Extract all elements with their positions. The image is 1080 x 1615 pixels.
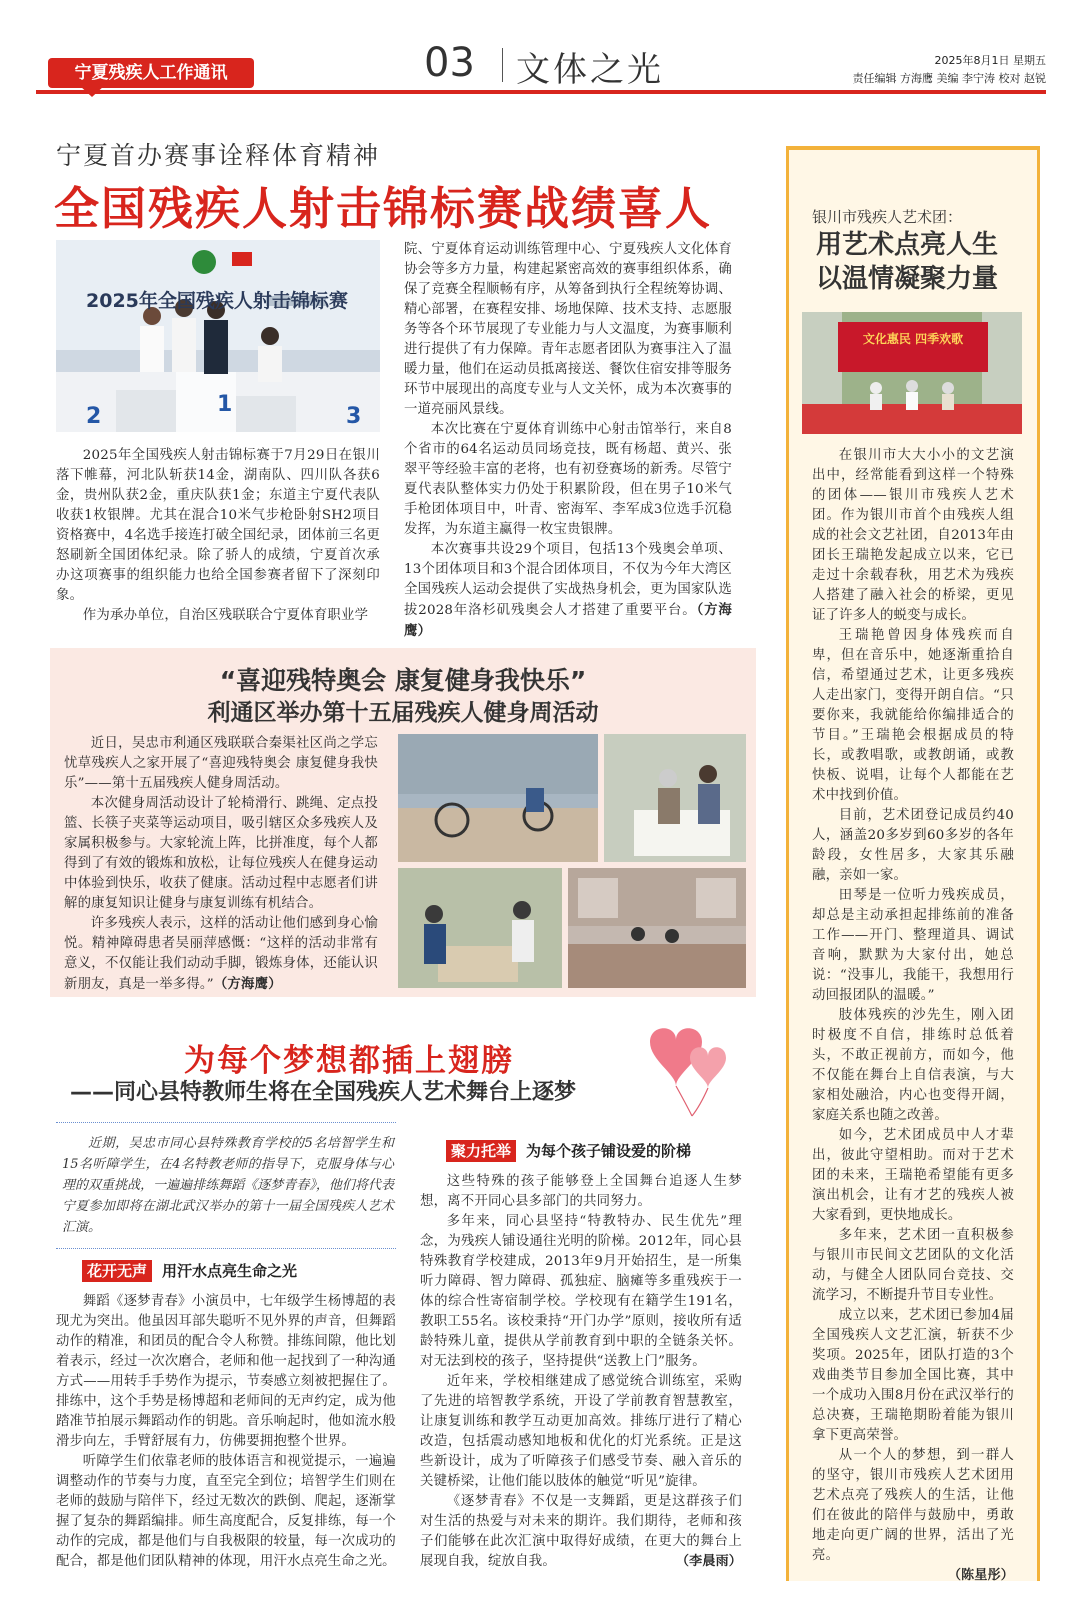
sidebar-paragraph: 从一个人的梦想，到一群人的坚守，银川市残疾人艺术团用艺术点亮了残疾人的生活，让他们在彼此的陪伴与鼓励中，勇敢地走向更广阔的世界，活出了光亮。 — [812, 1448, 1014, 1563]
podium-photo — [56, 240, 380, 432]
article2-author: （方海鹰） — [213, 976, 282, 992]
article3-headline: 为每个梦想都插上翅膀 — [184, 1043, 514, 1079]
podium-label-3: 3 — [346, 404, 362, 429]
section1-column — [56, 1292, 396, 1572]
section2-paragraph-text: 《逐梦青春》不仅是一支舞蹈，更是这群孩子们对生活的热爱与对未来的期许。我们期待，老师和孩子们能够在此次汇演中取得好成绩，在更大的舞台上展现自我，绽放自我。 — [420, 1494, 742, 1569]
section2-title: 为每个孩子铺设爱的阶梯 — [526, 1142, 692, 1160]
section1-paragraph: 舞蹈《逐梦青春》小演员中，七年级学生杨博超的表现尤为突出。他虽因耳部失聪听不见外界的声音，但舞蹈动作的精准，和团员的配合令人称赞。排练间隙，他比划着表示，经过一次次磨合，老师和他一起找到了一种沟通方式——用转手手势作为提示，节奏感立刻被把握住了。排练中，这个手势是杨博超和老师间的无声约定，成为他踏准节拍展示舞蹈动作的钥匙。音乐响起时，他如流水般滑步向左，手臂舒展有力，仿佛要拥抱整个世界。 — [56, 1294, 396, 1449]
sidebar-paragraph: 目前，艺术团登记成员约40人，涵盖20多岁到60多岁的各年龄段，女性居多，大家其乐融融，亲如一家。 — [812, 808, 1014, 883]
article2-text-column — [64, 734, 378, 995]
section2-heading — [446, 1140, 691, 1162]
intro-bottom-rule — [56, 1248, 396, 1249]
calligraphy-activity-photo — [604, 734, 746, 862]
section1-tag: 花开无声 — [82, 1260, 152, 1282]
article1-right-column — [404, 240, 732, 642]
photo-banner-text: 2025年全国残疾人射击锦标赛 — [86, 290, 348, 312]
section-title: 文体之光 — [516, 50, 664, 90]
article2-paragraph-text: 许多残疾人表示，这样的活动让他们感到身心愉悦。精神障碍患者吴丽萍感慨：“这样的活动非常有意义，不仅能让我们动动手脚，锻炼身体，还能认识新朋友，真是一举多得。” — [64, 916, 378, 992]
section2-tag: 聚力托举 — [446, 1140, 516, 1162]
sidebar-paragraph: 肢体残疾的沙先生，刚入团时极度不自信，排练时总低着头，不敢正视前方，而如今，他不仅能在舞台上自信表演，与大家相处融洽，内心也变得开阔，家庭关系也随之改善。 — [812, 1008, 1014, 1123]
editor-credits: 责任编辑 方海鹰 美编 李宁涛 校对 赵锐 — [852, 72, 1046, 85]
section1-title: 用汗水点亮生命之光 — [162, 1262, 298, 1280]
article1-paragraph — [404, 540, 732, 642]
article1-paragraph: 2025年全国残疾人射击锦标赛于7月29日在银川落下帷幕，河北队斩获14金，湖南队、四川队各获6金，贵州队获2金，重庆队获1金；东道主宁夏代表队收获1枚银牌。尤其在混合10米气步枪卧射SH2项目资格赛中，4名选手接连打破全国纪录，团体前三名更怒刷新全国团体纪录。除了骄人的成绩，宁夏首次承办这项赛事的组织能力也给全国参赛者留下了深刻印象。 — [56, 448, 380, 603]
section2-paragraph: 这些特殊的孩子能够登上全国舞台追逐人生梦想，离不开同心县多部门的共同努力。 — [420, 1174, 742, 1209]
art-troupe-photo — [802, 312, 1022, 434]
article1-paragraph: 本次比赛在宁夏体育训练中心射击馆举行，来自8个省市的64名运动员同场竞技，既有杨超、黄兴、张翠平等经验丰富的老将，也有初登赛场的新秀。尽管宁夏代表队整体实力仍处于积累阶段，但在男子10米气手枪团体项目中，叶青、密海军、李军成3位选手沉稳发挥，为东道主赢得一枚宝贵银牌。 — [404, 422, 732, 537]
sidebar-paragraph: 在银川市大大小小的文艺演出中，经常能看到这样一个特殊的团体——银川市残疾人艺术团。作为银川市首个由残疾人组成的社会文艺社团，自2013年由团长王瑞艳发起成立以来，它已走过十余载春秋，用艺术为残疾人搭建了融入社会的桥梁，更见证了许多人的蜕变与成长。 — [812, 448, 1014, 623]
article1-headline: 全国残疾人射击锦标赛战绩喜人 — [54, 182, 713, 235]
article1-subtitle: 宁夏首办赛事诠释体育精神 — [56, 141, 381, 170]
section1-heading — [82, 1260, 297, 1282]
sidebar-paragraph: 成立以来，艺术团已参加4届全国残疾人文艺汇演，斩获不少奖项。2025年，团队打造的3个戏曲类节目参加全国比赛，其中一个成功入围8月份在武汉举行的总决赛，王瑞艳期盼着能为银川拿下更高荣誉。 — [812, 1308, 1014, 1443]
sidebar-paragraph: 田琴是一位听力残疾成员，却总是主动承担起排练前的准备工作——开门、整理道具、调试音响，默默为大家付出，她总说：“没事儿，我能干，我想用行动回报团队的温暖。” — [812, 888, 1014, 1003]
article2-paragraph — [64, 914, 378, 995]
article1-left-column — [56, 446, 380, 626]
sidebar-kicker: 银川市残疾人艺术团： — [812, 208, 963, 226]
article3-author: （李晨雨） — [675, 1554, 742, 1569]
podium-label-1: 1 — [217, 392, 233, 417]
article1-paragraph: 作为承办单位，自治区残联联合宁夏体育职业学 — [82, 608, 369, 623]
intro-top-rule — [56, 1122, 396, 1123]
sidebar-paragraph: 多年来，艺术团一直积极参与银川市民间文艺团队的文化活动，与健全人团队同台竞技、交流学习，不断提升节目专业性。 — [812, 1228, 1014, 1303]
sidebar-top-rule — [786, 146, 1040, 150]
article2-headline-line2: 利通区举办第十五届残疾人健身周活动 — [207, 700, 599, 726]
sidebar-text-column — [812, 446, 1014, 1586]
section1-paragraph: 听障学生们依靠老师的肢体语言和视觉提示，一遍遍调整动作的节奏与力度，直至完全到位；培智学生们则在老师的鼓励与陪伴下，经过无数次的跌倒、爬起，逐渐掌握了复杂的舞蹈编排。师生高度配合，反复排练，每一个动作的完成，都是他们与自我极限的较量，每一次成功的配合，都是他们团队精神的体现，用汗水点亮生命之光。 — [56, 1454, 396, 1569]
troupe-banner-text: 文化惠民 四季欢歌 — [862, 332, 964, 346]
section2-paragraph: 多年来，同心县坚持“特教特办、民生优先”理念，为残疾人铺设通往光明的阶梯。2012年，同心县特殊教育学校建成，2013年9月开始招生，是一所集听力障碍、智力障碍、孤独症、脑瘫等多重残疾于一体的综合性寄宿制学校。学校现有在籍学生191名，教职工55名。该校秉持“开门办学”原则，接收所有适龄特殊儿童，提供从学前教育到中职的全链条关怀。对无法到校的孩子，坚持提供“送教上门”服务。 — [420, 1214, 742, 1369]
sidebar-headline: 用艺术点亮人生 以温情凝聚力量 — [815, 230, 998, 294]
sidebar-author: （陈星彤） — [947, 1568, 1014, 1583]
article2-paragraph: 本次健身周活动设计了轮椅滑行、跳绳、定点投篮、长筷子夹菜等运动项目，吸引辖区众多残疾人及家属积极参与。大家轮流上阵，比拼准度，每个人都得到了有效的锻炼和放松，让每位残疾人在健身运动中体验到快乐，收获了健康。活动过程中志愿者们讲解的康复知识让健身与康复训练有机结合。 — [64, 796, 378, 911]
article3-intro: 近期，吴忠市同心县特殊教育学校的5名培智学生和15名听障学生，在4名特教老师的指导下，克服身体与心理的双重挑战，一遍遍排练舞蹈《逐梦青春》，他们将代表宁夏参加即将在湖北武汉举办的第十一届全国残疾人艺术汇演。 — [62, 1136, 394, 1235]
header-divider — [502, 48, 503, 82]
section2-paragraph — [420, 1492, 742, 1572]
section2-paragraph: 近年来，学校相继建成了感觉统合训练室，采购了先进的培智教学系统，开设了学前教育智慧教室，让康复训练和教学互动更加高效。排练厅进行了精心改造，包括震动感知地板和优化的灯光系统。正是这些新设计，成为了听障孩子们感受节奏、融入音乐的关键桥梁，让他们能以肢体的触觉“听见”旋律。 — [420, 1374, 742, 1489]
article1-author: （方海鹰） — [404, 602, 732, 639]
wheelchair-race-photo — [398, 734, 598, 862]
page-number: 03 — [424, 40, 475, 86]
article3-subheadline: ——同心县特教师生将在全国残疾人艺术舞台上逐梦 — [70, 1080, 577, 1105]
sidebar-paragraph: 如今，艺术团成员中人才辈出，彼此守望相助。而对于艺术团的未来，王瑞艳希望能有更多演出机会，让有才艺的残疾人被大家看到，更快地成长。 — [812, 1128, 1014, 1223]
sidebar-paragraph: 王瑞艳曾因身体残疾而自卑，但在音乐中，她逐渐重拾自信，希望通过艺术，让更多残疾人走出家门，变得开朗自信。“只要你来，我就能给你编排适合的节目。”王瑞艳会根据成员的特长，或教唱歌，或教朗诵，或教快板、说唱，让每个人都能在艺术中找到价值。 — [812, 628, 1014, 803]
article1-paragraph-text: 本次赛事共设29个项目，包括13个残奥会单项、13个团体项目和3个混合团体项目，不仅为今年大湾区全国残疾人运动会提供了实战热身机会，更为国家队选拔2028年洛杉矶残奥会人才搭建了重要平台。 — [404, 542, 732, 618]
community-court-photo — [568, 868, 746, 988]
article2-paragraph: 近日，吴忠市利通区残联联合秦渠社区尚之学忘忧草残疾人之家开展了“喜迎残特奥会 康复健身我快乐”——第十五届残疾人健身周活动。 — [64, 736, 378, 791]
section2-column — [420, 1172, 742, 1572]
publication-date: 2025年8月1日 星期五 — [934, 54, 1046, 67]
article1-paragraph: 院、宁夏体育运动训练管理中心、宁夏残疾人文化体育协会等多方力量，构建起紧密高效的赛事组织体系，确保了竞赛全程顺畅有序，从筹备到执行全程统筹协调、精心部署，在赛程安排、场地保障、技术支持、志愿服务等各个环节展现了专业能力与人文温度，为赛事顺利进行提供了有力保障。青年志愿者团队为赛事注入了温暖力量，他们在运动员抵离接送、餐饮住宿安排等服务环节中展现出的高度专业与人文关怀，成为本次赛事的一道亮丽风景线。 — [404, 242, 732, 417]
hearts-balloon-icon — [636, 1016, 736, 1128]
paper-name: 宁夏残疾人工作通讯 — [48, 58, 254, 88]
chopsticks-game-photo — [398, 868, 562, 988]
podium-label-2: 2 — [86, 404, 102, 429]
article2-headline-line1: “喜迎残特奥会 康复健身我快乐” — [219, 666, 587, 695]
